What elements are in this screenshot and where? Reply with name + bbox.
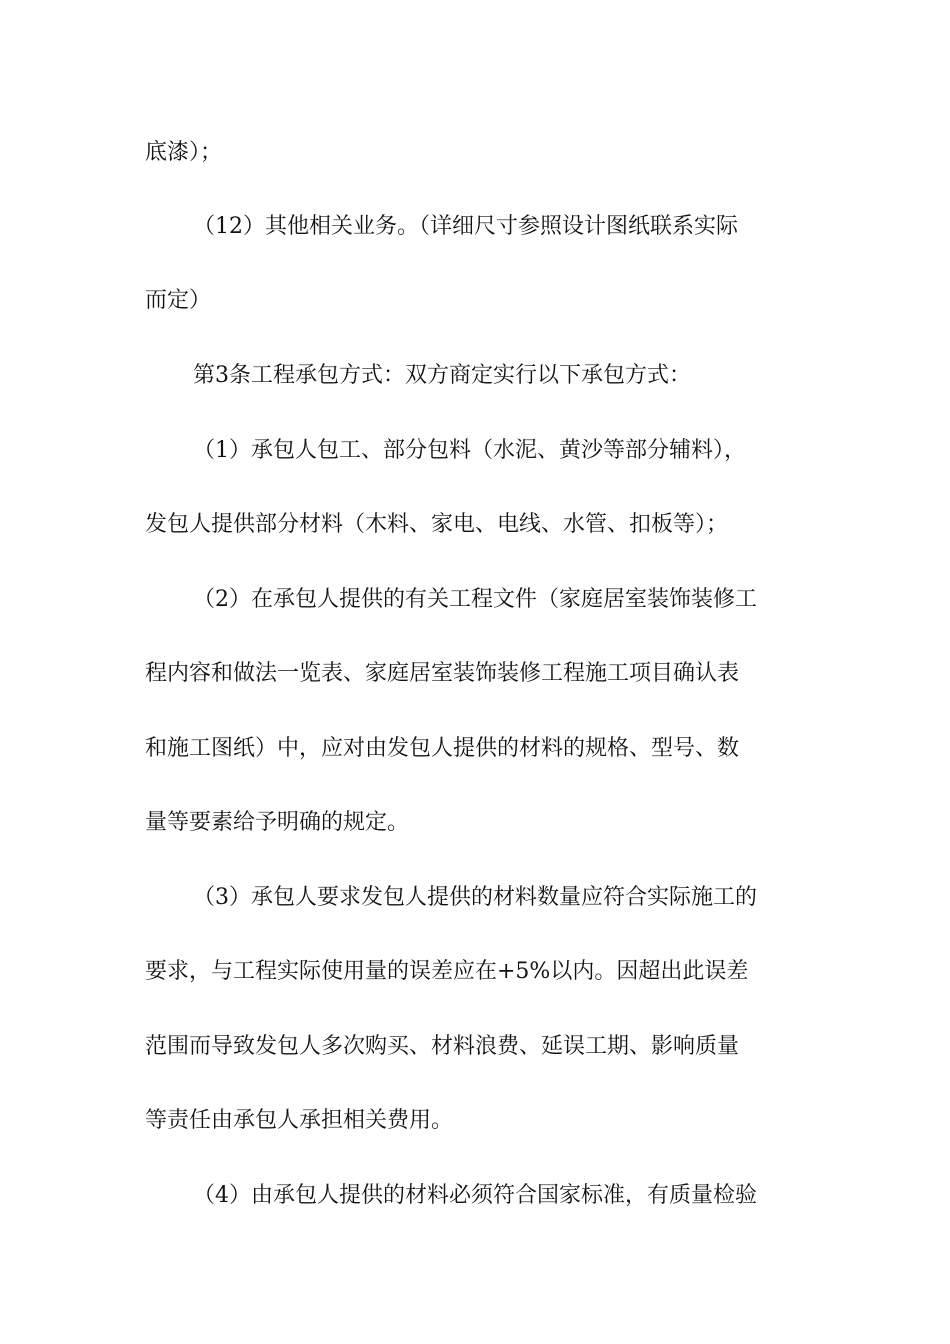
text-line-15: （4）由承包人提供的材料必须符合国家标准，有质量检验 (193, 1183, 757, 1208)
text-line-10: 量等要素给予明确的规定。 (145, 810, 410, 835)
section-heading-article-3: 第3条工程承包方式：双方商定实行以下承包方式： (193, 363, 691, 388)
text-line-11: （3）承包人要求发包人提供的材料数量应符合实际施工的 (193, 885, 757, 910)
text-line-14: 等责任由承包人承担相关费用。 (145, 1108, 454, 1133)
text-line-6: 发包人提供部分材料（木料、家电、电线、水管、扣板等）； (145, 512, 729, 537)
text-line-5: （1）承包人包工、部分包料（水泥、黄沙等部分辅料）， (193, 438, 746, 463)
text-line-9: 和施工图纸）中，应对由发包人提供的材料的规格、型号、数 (145, 736, 740, 761)
text-line-8: 程内容和做法一览表、家庭居室装饰装修工程施工项目确认表 (145, 661, 740, 686)
text-line-12: 要求，与工程实际使用量的误差应在+5%以内。因超出此误差 (145, 959, 749, 984)
text-line-13: 范围而导致发包人多次购买、材料浪费、延误工期、影响质量 (145, 1034, 740, 1059)
text-line-3: 而定） (145, 288, 212, 313)
text-line-2: （12）其他相关业务。（详细尺寸参照设计图纸联系实际 (193, 214, 738, 239)
text-line-1: 底漆）； (145, 140, 223, 165)
text-line-7: （2）在承包人提供的有关工程文件（家庭居室装饰装修工 (193, 587, 757, 612)
